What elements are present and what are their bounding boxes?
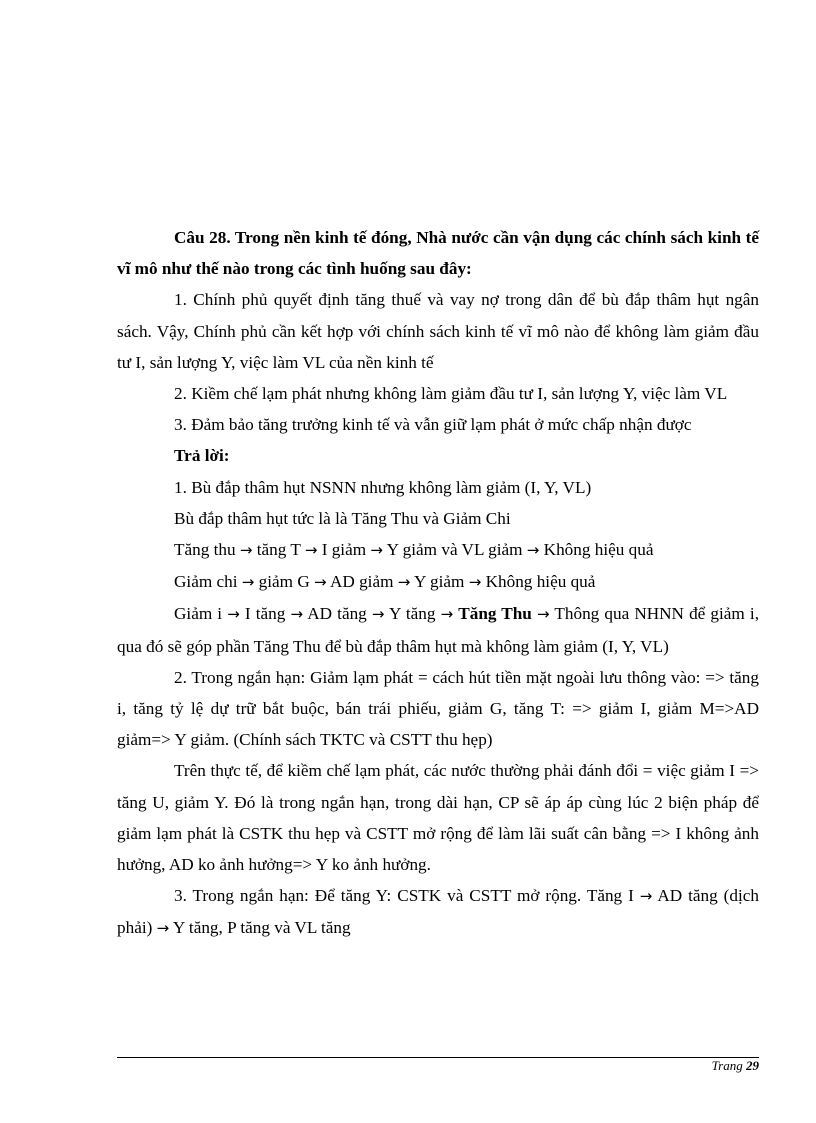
text-segment: tăng T xyxy=(252,540,305,560)
text-segment: AD giảm xyxy=(326,572,398,592)
arrow-icon: → xyxy=(241,573,255,592)
answer-para-1: 1. Bù đắp thâm hụt NSNN nhưng không làm giảm (I, Y, VL) xyxy=(174,477,592,497)
arrow-icon: → xyxy=(314,573,327,592)
page-body xyxy=(117,222,759,945)
arrow-icon: → xyxy=(304,541,318,560)
arrow-icon: → xyxy=(227,605,240,624)
answer-para-5 xyxy=(117,598,759,661)
text-segment: AD tăng (dịch phải) xyxy=(117,886,759,938)
question-item-2: 2. Kiềm chế lạm phát nhưng không làm giảm đầu tư I, sản lượng Y, việc làm VL xyxy=(174,384,728,404)
text-segment: Giảm chi xyxy=(174,572,242,592)
text-segment: giảm G xyxy=(254,572,315,592)
answer-para-2: Bù đắp thâm hụt tức là là Tăng Thu và Giảm Chi xyxy=(174,508,511,528)
text-segment: Không hiệu quả xyxy=(481,572,596,592)
text-segment: Giảm i xyxy=(174,604,228,624)
text-segment: Tăng thu xyxy=(174,540,240,560)
question-item-3: 3. Đảm bảo tăng trưởng kinh tế và vẫn giữ lạm phát ở mức chấp nhận được xyxy=(174,415,692,435)
answer-para-7: Trên thực tế, để kiềm chế lạm phát, các nước thường phải đánh đổi = việc giảm I => tăng U, giảm Y. Đó là trong ngắn hạn, trong dài hạn, CP sẽ áp áp cùng lúc 2 biện pháp để giảm lạm phát là CSTK thu hẹp và CSTT mở rộng để làm lãi suất cân bằng => I không ảnh hưởng, AD ko ảnh hưởng=> Y ko ảnh hưởng. xyxy=(117,761,759,875)
text-segment: 3. Trong ngắn hạn: Để tăng Y: CSTK và CSTT mở rộng. Tăng I xyxy=(174,886,640,906)
text-segment: Y giảm xyxy=(410,572,469,592)
arrow-icon: → xyxy=(371,605,385,624)
text-segment: Thông qua NHNN để giảm i, qua đó sẽ góp phần Tăng Thu để bù đắp thâm hụt mà không làm giảm (I, Y, VL) xyxy=(117,604,759,656)
arrow-icon: → xyxy=(397,573,411,592)
arrow-icon: → xyxy=(537,605,550,624)
arrow-icon: → xyxy=(639,887,653,906)
footer-label: Trang xyxy=(711,1058,743,1073)
text-segment: Y tăng, P tăng và VL tăng xyxy=(169,918,351,938)
arrow-icon: → xyxy=(370,541,383,560)
page-number: 29 xyxy=(746,1058,759,1073)
text-segment: Không hiệu quả xyxy=(539,540,654,560)
text-segment: Y tăng xyxy=(384,604,441,624)
answer-heading: Trả lời: xyxy=(174,446,230,466)
page-footer xyxy=(712,1058,759,1074)
answer-para-3 xyxy=(117,534,759,566)
question-title: Câu 28. Trong nền kinh tế đóng, Nhà nước cần vận dụng các chính sách kinh tế vĩ mô như thế nào trong các tình huống sau đây: xyxy=(117,228,759,279)
text-segment: AD tăng xyxy=(303,604,372,624)
footer-divider xyxy=(117,1057,759,1058)
question-item-1: 1. Chính phủ quyết định tăng thuế và vay nợ trong dân để bù đắp thâm hụt ngân sách. Vậy, Chính phủ cần kết hợp với chính sách kinh tế vĩ mô nào để không làm giảm đầu tư I, sản lượng Y, việc làm VL của nền kinh tế xyxy=(117,290,759,372)
answer-para-8 xyxy=(117,880,759,944)
arrow-icon: → xyxy=(468,573,482,592)
text-segment: I tăng xyxy=(239,604,291,624)
text-segment-bold: Tăng Thu xyxy=(458,604,532,624)
arrow-icon: → xyxy=(239,541,253,560)
arrow-icon: → xyxy=(440,605,454,624)
text-segment: Y giảm và VL giảm xyxy=(382,540,527,560)
answer-para-6: 2. Trong ngắn hạn: Giảm lạm phát = cách hút tiền mặt ngoài lưu thông vào: => tăng i, tăng tỷ lệ dự trữ bắt buộc, bán trái phiếu, giảm G, tăng T: => giảm I, giảm M=>AD giảm=> Y giảm. (Chính sách TKTC và CSTT thu hẹp) xyxy=(117,667,759,750)
arrow-icon: → xyxy=(156,919,170,938)
arrow-icon: → xyxy=(290,605,304,624)
text-segment: I giảm xyxy=(317,540,371,560)
arrow-icon: → xyxy=(526,541,540,560)
answer-para-4 xyxy=(117,566,759,598)
